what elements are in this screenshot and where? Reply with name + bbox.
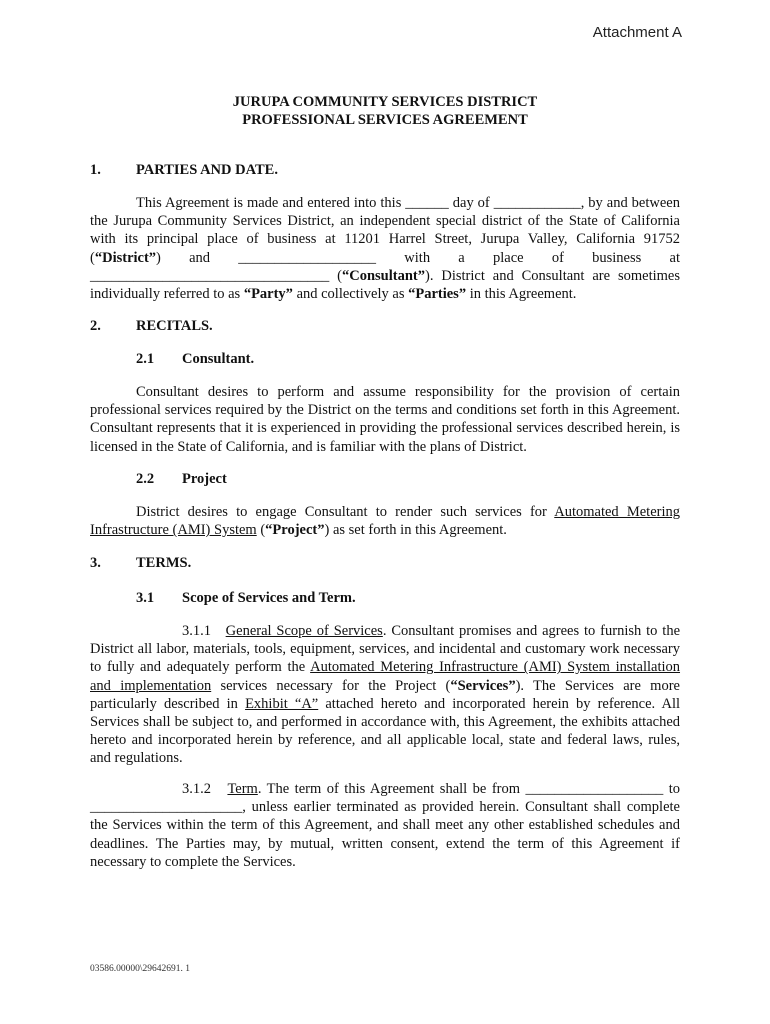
- section-2-1-title: Consultant.: [182, 351, 255, 367]
- s21-text: Consultant desires to perform and assume responsibility for the provision of certain professional services required by the District on the terms and conditions set forth in this Agreement. Consultant represents that it is experienced in providing the professional services described herein, is licensed in the State of California, and is familiar with the plans of District.: [90, 384, 680, 455]
- party-term: “Party”: [243, 286, 293, 303]
- attachment-label: Attachment A: [592, 24, 682, 41]
- ami-installation-underlined: Automated Metering Infrastructure (AMI) System installation and implementation: [90, 659, 681, 694]
- s22-text-b: (: [256, 522, 266, 539]
- consultant-term: “Consultant”: [342, 267, 425, 284]
- s312-text-c: , unless earlier terminated as provided herein. Consultant shall complete the Services within the term of this Agreement, and shall meet any other established schedules and deadlines. The Parties may, by mutual, written consent, extend the term of this Agreement if necessary to complete the Services.: [90, 799, 680, 870]
- section-1-heading: [90, 162, 278, 179]
- section-3-1-heading: [136, 590, 356, 607]
- title-line-2: PROFESSIONAL SERVICES AGREEMENT: [242, 112, 528, 128]
- s1-text-g: in this Agreement.: [466, 286, 577, 303]
- s311-text-d: attached hereto and incorporated herein by reference. All Services shall be subject to, and performed in accordance with, this Agreement, the exhibits attached hereto and incorporated herein by reference, and all applicable local, state and federal laws, rules, and regulations.: [90, 695, 680, 767]
- s22-text-c: ) as set forth in this Agreement.: [324, 522, 507, 539]
- s311-text-a: . Consultant promises and agrees to furnish to the District all labor, materials, tools, equipment, services, and incidental and customary work necessary to fully and adequately perform the: [90, 623, 681, 676]
- consultant-name-blank: ___________________: [238, 249, 377, 266]
- s1-text-b: ) and: [156, 249, 239, 266]
- consultant-address-blank: _________________________________: [90, 267, 330, 284]
- s311-text-b: services necessary for the Project (: [211, 677, 451, 694]
- section-2-heading: [90, 318, 213, 335]
- s311-heading: General Scope of Services: [225, 623, 383, 639]
- s1-text-c: with a place of business at: [376, 249, 680, 266]
- section-1-number: 1.: [90, 162, 101, 178]
- exhibit-a-reference: Exhibit “A”: [245, 695, 319, 712]
- s312-text-b: to: [663, 781, 681, 797]
- s311-number: 3.1.1: [182, 623, 211, 639]
- term-end-blank: _____________________: [90, 799, 243, 816]
- section-1-paragraph: [90, 194, 680, 303]
- section-2-2-number: 2.2: [136, 471, 155, 487]
- s22-text-a: District desires to engage Consultant to render such services for: [136, 504, 555, 520]
- section-3-1-title: Scope of Services and Term.: [182, 590, 356, 606]
- section-2-1-paragraph: [90, 383, 680, 456]
- section-3-heading: [90, 555, 191, 572]
- section-2-2-title: Project: [182, 471, 227, 487]
- section-3-1-number: 3.1: [136, 590, 155, 606]
- s1-text-f: and collectively as: [292, 286, 409, 303]
- s312-heading: Term: [227, 781, 258, 797]
- section-2-1-number: 2.1: [136, 351, 155, 367]
- s1-text-a: This Agreement is made and entered into this ______ day of ____________, by and between the Jurupa Community Services District, an independent special district of the State of California with its principal place of business at 11201 Harrel Street, Jurupa Valley, California 91752 (: [90, 195, 680, 266]
- s312-number: 3.1.2: [182, 781, 211, 797]
- s1-text-d: (: [329, 267, 342, 284]
- section-3-title: TERMS.: [136, 555, 192, 571]
- title-line-1: JURUPA COMMUNITY SERVICES DISTRICT: [232, 94, 538, 110]
- s311-gap: [211, 623, 226, 639]
- section-1-title: PARTIES AND DATE.: [136, 162, 278, 178]
- services-term: “Services”: [450, 677, 516, 694]
- district-term: “District”: [94, 249, 157, 266]
- s1-text-e: ). District and Consultant are sometimes individually referred to as: [90, 267, 680, 303]
- section-2-1-heading: [136, 351, 254, 368]
- parties-term: “Parties”: [408, 286, 467, 303]
- section-3-1-1-paragraph: [90, 622, 680, 768]
- s312-gap: [211, 781, 227, 797]
- section-2-title: RECITALS.: [136, 318, 213, 334]
- term-start-blank: ___________________: [525, 781, 664, 797]
- section-3-number: 3.: [90, 555, 101, 571]
- s312-text-a: . The term of this Agreement shall be from: [257, 781, 526, 797]
- section-2-2-paragraph: [90, 503, 680, 539]
- s311-text-c: ). The Services are more particularly described in: [90, 677, 680, 712]
- document-footer-id: 03586.00000\29642691. 1: [90, 964, 191, 974]
- project-term: “Project”: [265, 522, 325, 539]
- section-2-number: 2.: [90, 318, 101, 334]
- section-2-2-heading: [136, 471, 227, 488]
- section-3-1-2-paragraph: [90, 780, 680, 871]
- ami-system-underlined: Automated Metering Infrastructure (AMI) System: [90, 504, 680, 539]
